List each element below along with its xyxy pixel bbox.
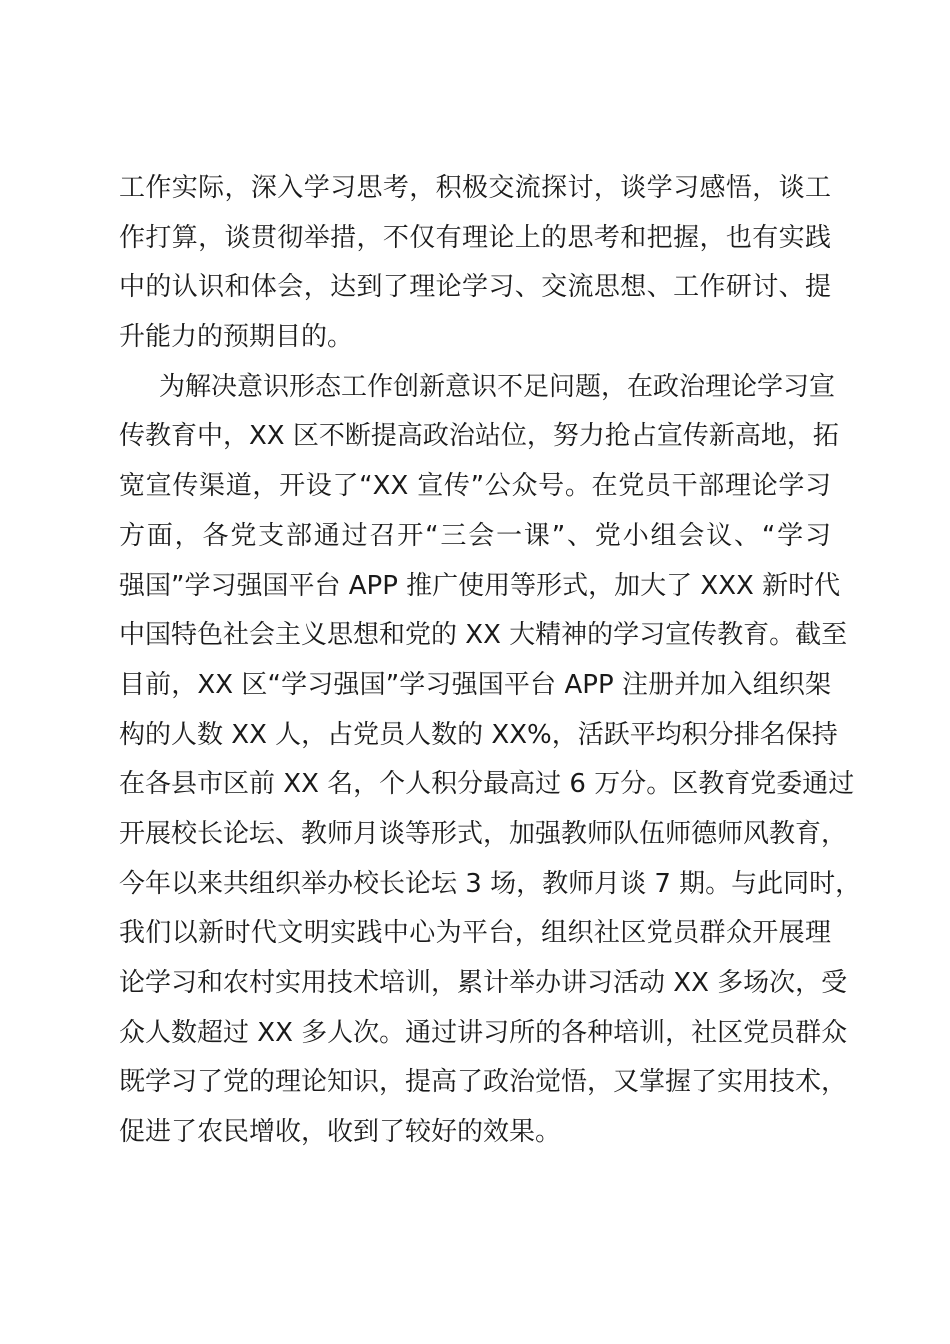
text-line: 构的人数 XX 人，占党员人数的 XX%，活跃平均积分排名保持 <box>119 719 838 750</box>
text-line: 中国特色社会主义思想和党的 XX 大精神的学习宣传教育。截至 <box>119 620 848 651</box>
text-line: 升能力的预期目的。 <box>119 322 354 353</box>
text-line: 目前，XX 区“学习强国”学习强国平台 APP 注册并加入组织架 <box>119 669 831 700</box>
text-line: 中的认识和体会，达到了理论学习、交流思想、工作研讨、提 <box>119 272 831 303</box>
text-line: 强国”学习强国平台 APP 推广使用等形式，加大了 XXX 新时代 <box>119 570 841 601</box>
text-line: 我们以新时代文明实践中心为平台，组织社区党员群众开展理 <box>119 918 831 949</box>
text-line: 传教育中，XX 区不断提高政治站位，努力抢占宣传新高地，拓 <box>119 421 839 452</box>
text-line: 促进了农民增收，收到了较好的效果。 <box>119 1117 562 1148</box>
text-line: 为解决意识形态工作创新意识不足问题，在政治理论学习宣 <box>159 371 836 402</box>
text-line: 宽宣传渠道，开设了“XX 宣传”公众号。在党员干部理论学习 <box>119 471 831 502</box>
text-line: 作打算，谈贯彻举措，不仅有理论上的思考和把握，也有实践 <box>119 222 831 253</box>
paragraph-1 <box>119 164 831 363</box>
text-line: 众人数超过 XX 多人次。通过讲习所的各种培训，社区党员群众 <box>119 1017 848 1048</box>
text-line: 在各县市区前 XX 名，个人积分最高过 6 万分。区教育党委通过 <box>119 769 855 800</box>
text-line: 既学习了党的理论知识，提高了政治觉悟，又掌握了实用技术， <box>119 1067 848 1098</box>
text-line: 方面，各党支部通过召开“三会一课”、党小组会议、“学习 <box>119 520 831 551</box>
text-line: 工作实际，深入学习思考，积极交流探讨，谈学习感悟，谈工 <box>119 173 831 203</box>
paragraph-2 <box>119 363 862 1158</box>
text-line: 开展校长论坛、教师月谈等形式，加强教师队伍师德师风教育， <box>119 818 848 849</box>
document-body <box>119 164 862 1158</box>
text-line: 论学习和农村实用技术培训，累计举办讲习活动 XX 多场次，受 <box>119 968 848 998</box>
text-line: 今年以来共组织举办校长论坛 3 场，教师月谈 7 期。与此同时， <box>119 868 862 899</box>
